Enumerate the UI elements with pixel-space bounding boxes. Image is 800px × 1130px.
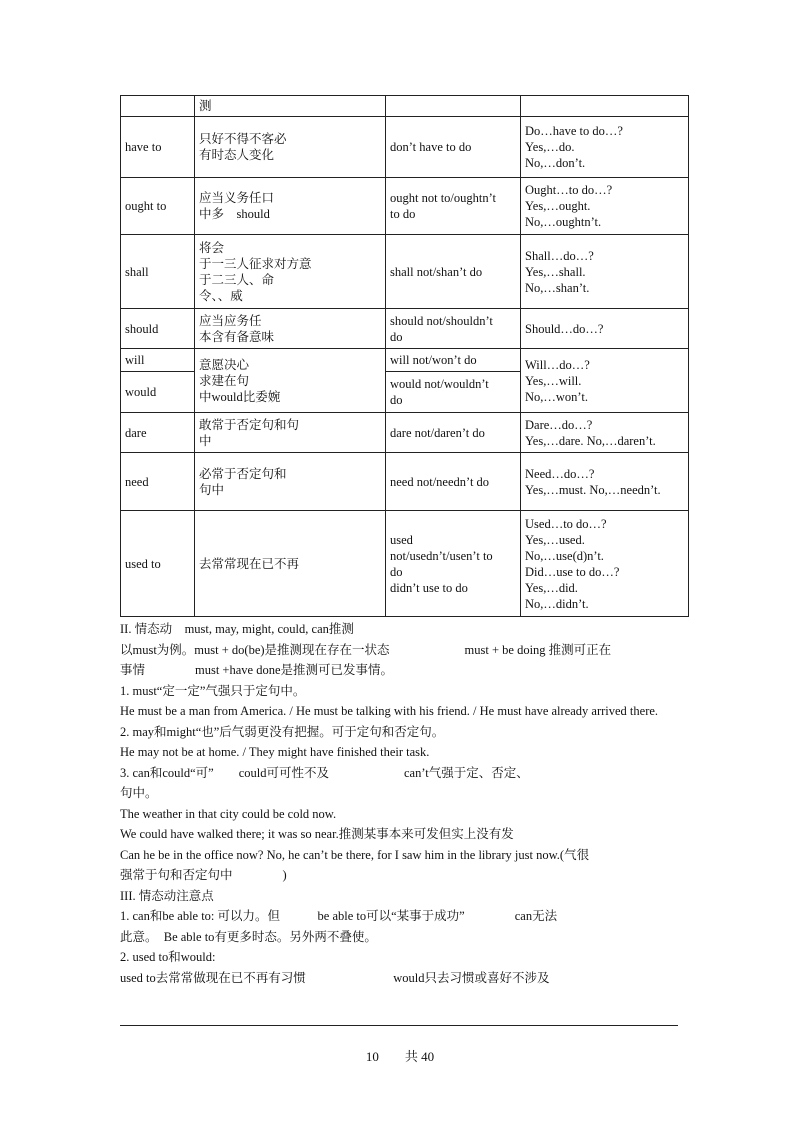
paragraph-line: 以must为例。must + do(be)是推测现在存在一状态 must + be doing 推测可正在 [120, 642, 612, 657]
modal-verb-table [120, 95, 689, 617]
page-number: 10 共 40 [365, 1049, 435, 1064]
table-row [121, 453, 689, 511]
question-cell: Need…do…? Yes,…must. No,…needn’t. [521, 453, 689, 511]
paragraph-line: 3. can和could“可” could可可性不及 can’t气强于定、否定、 [120, 765, 529, 780]
meaning-cell: 去常常现在已不再 [195, 511, 386, 617]
paragraph-line: 2. used to和would: [120, 950, 216, 964]
table-row [121, 96, 689, 117]
question-cell: Ought…to do…? Yes,…ought. No,…oughtn’t. [521, 178, 689, 235]
modal-cell: have to [121, 117, 195, 178]
negative-cell: ought not to/oughtn’t to do [386, 178, 521, 235]
paragraph-line: 1. can和be able to: 可以力。但 be able to可以“某事于成功” can无法 [120, 909, 558, 923]
table-row [121, 413, 689, 453]
meaning-cell: 敢常于否定句和句 中 [195, 413, 386, 453]
negative-cell: don’t have to do [386, 117, 521, 178]
negative-cell: need not/needn’t do [386, 453, 521, 511]
meaning-cell: 只好不得不客必 有时态人变化 [195, 117, 386, 178]
table-row [121, 511, 689, 617]
paragraph-line: 强常于句和否定句中 ) [120, 868, 287, 882]
example-sentence: He must be a man from America. / He must be talking with his friend. / He must have already arrived there. [120, 704, 659, 718]
footer-divider [120, 1025, 678, 1026]
negative-cell: used not/usedn’t/usen’t to do didn’t use to do [386, 511, 521, 617]
table-row [121, 349, 689, 372]
negative-cell: dare not/daren’t do [386, 413, 521, 453]
modal-cell: will [121, 349, 195, 372]
question-cell: Dare…do…? Yes,…dare. No,…daren’t. [521, 413, 689, 453]
meaning-cell: 意愿决心 求建在句 中would比委婉 [195, 349, 386, 413]
notes-section [120, 619, 680, 988]
table-row [121, 178, 689, 235]
paragraph-line: 句中。 [120, 786, 158, 800]
meaning-cell: 将会 于一三人征求对方意 于二三人、命 令、、威 [195, 235, 386, 309]
modal-cell: used to [121, 511, 195, 617]
question-cell: Will…do…? Yes,…will. No,…won’t. [521, 349, 689, 413]
negative-cell: will not/won’t do [386, 349, 521, 372]
modal-cell [121, 96, 195, 117]
meaning-cell: 必常于否定句和 句中 [195, 453, 386, 511]
example-sentence: The weather in that city could be cold now. [120, 806, 337, 821]
modal-cell: dare [121, 413, 195, 453]
negative-cell [386, 96, 521, 117]
modal-cell: ought to [121, 178, 195, 235]
paragraph-line: 此意。 Be able to有更多时态。另外两不叠使。 [120, 929, 377, 944]
modal-cell: need [121, 453, 195, 511]
table-row [121, 309, 689, 349]
section-heading: II. 情态动 must, may, might, could, can推测 [120, 622, 354, 636]
paragraph-line: 1. must“定一定”气强只于定句中。 [120, 683, 306, 698]
table-row [121, 117, 689, 178]
question-cell [521, 96, 689, 117]
question-cell: Do…have to do…? Yes,…do. No,…don’t. [521, 117, 689, 178]
example-sentence: He may not be at home. / They might have finished their task. [120, 745, 430, 759]
question-cell: Should…do…? [521, 309, 689, 349]
paragraph-line: 事情 must +have done是推测可已发事情。 [120, 663, 394, 677]
paragraph-line: used to去常常做现在已不再有习惯 would只去习惯或喜好不涉及 [120, 970, 550, 985]
meaning-cell: 测 [195, 96, 386, 117]
negative-cell: would not/wouldn’t do [386, 372, 521, 413]
section-heading: III. 情态动注意点 [120, 888, 214, 903]
negative-cell: should not/shouldn’t do [386, 309, 521, 349]
example-sentence: We could have walked there; it was so near.推测某事本来可发但实上没有发 [120, 827, 514, 841]
meaning-cell: 应当义务任口 中多 should [195, 178, 386, 235]
example-sentence: Can he be in the office now? No, he can’t be there, for I saw him in the library just now.(气很 [120, 847, 590, 862]
question-cell: Shall…do…? Yes,…shall. No,…shan’t. [521, 235, 689, 309]
meaning-cell: 应当应务任 本含有备意味 [195, 309, 386, 349]
modal-cell: shall [121, 235, 195, 309]
table-row [121, 235, 689, 309]
paragraph-line: 2. may和might“也”后气弱更没有把握。可于定句和否定句。 [120, 724, 445, 739]
question-cell: Used…to do…? Yes,…used. No,…use(d)n’t. Did…use to do…? Yes,…did. No,…didn’t. [521, 511, 689, 617]
modal-cell: would [121, 372, 195, 413]
negative-cell: shall not/shan’t do [386, 235, 521, 309]
modal-cell: should [121, 309, 195, 349]
